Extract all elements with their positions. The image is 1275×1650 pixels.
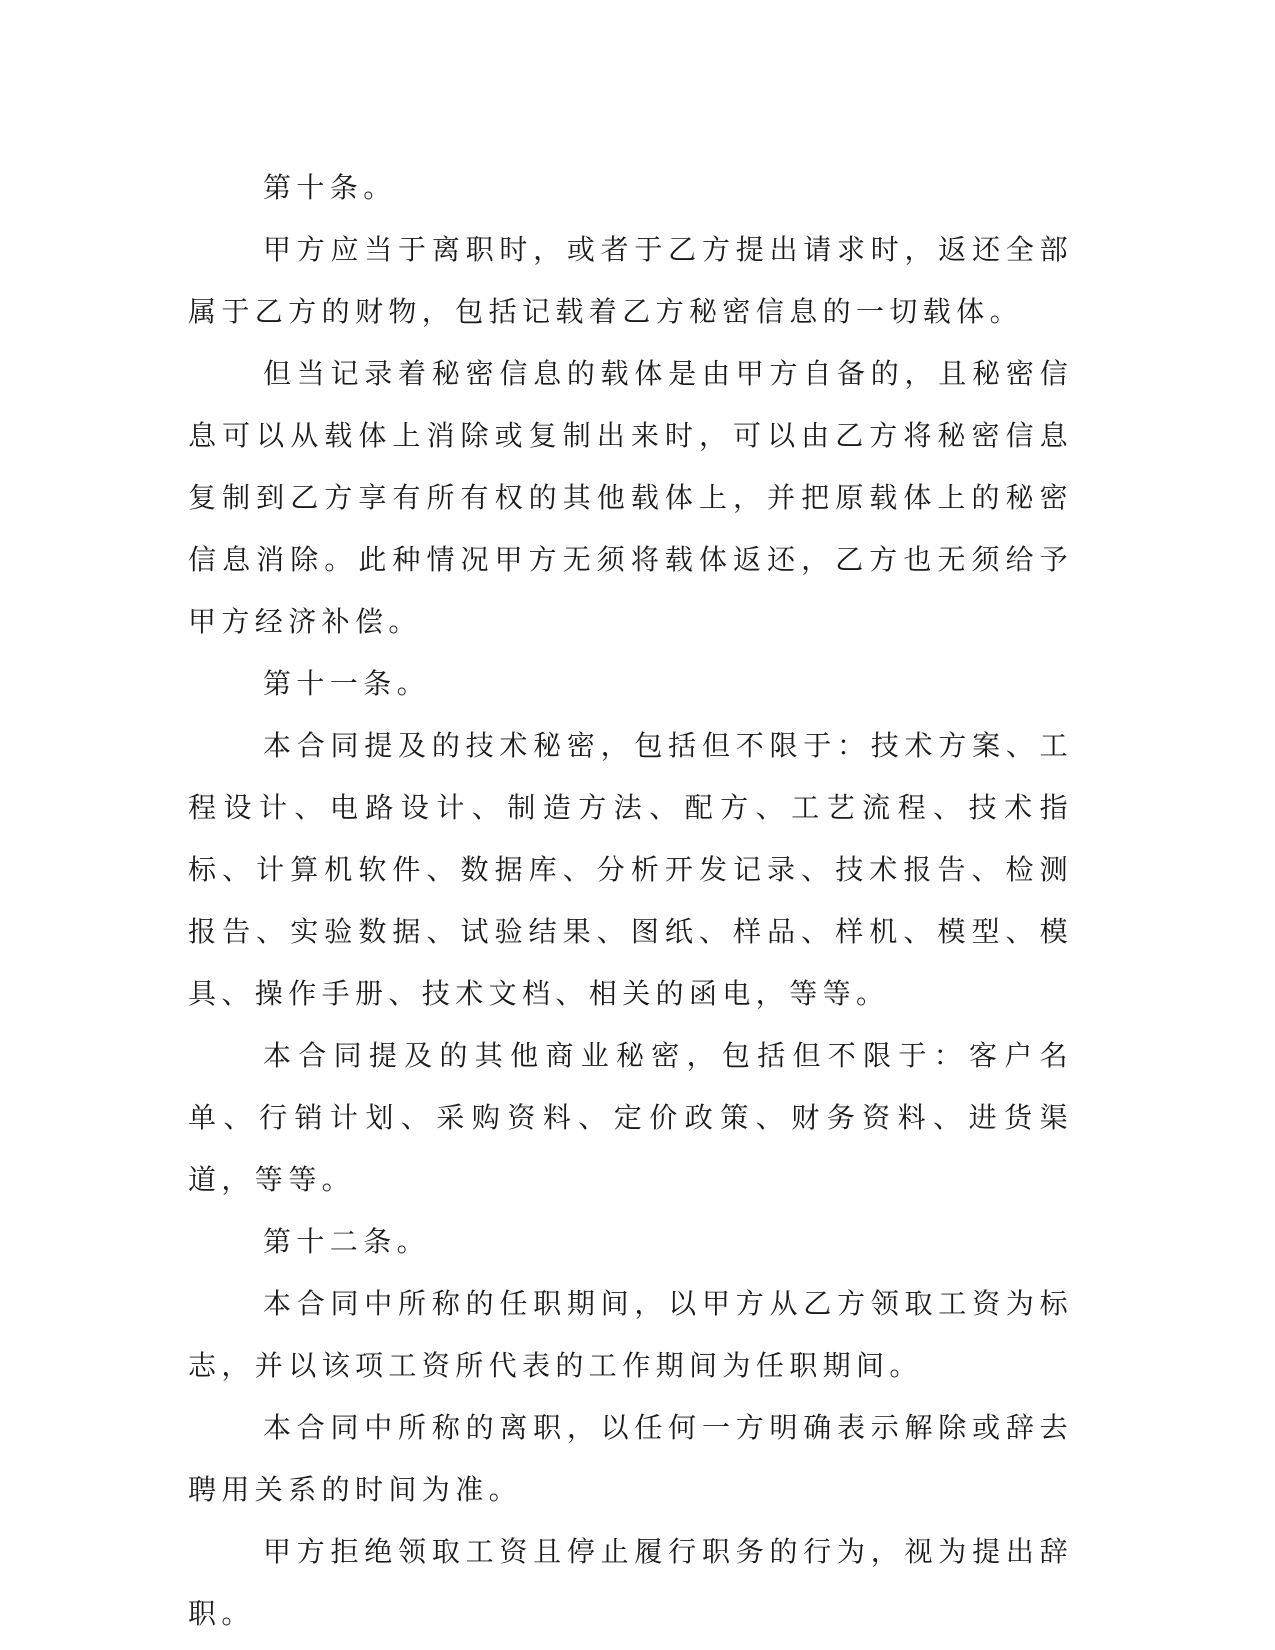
article-12-paragraph-2: 本合同中所称的离职，以任何一方明确表示解除或辞去聘用关系的时间为准。: [188, 1411, 1073, 1506]
article-11-paragraph-1: 本合同提及的技术秘密，包括但不限于：技术方案、工程设计、电路设计、制造方法、配方、工艺流程、技术指标、计算机软件、数据库、分析开发记录、技术报告、检测报告、实验数据、试验结果、图纸、样品、样机、模型、模具、操作手册、技术文档、相关的函电，等等。: [188, 729, 1073, 1010]
article-11-paragraph-2: 本合同提及的其他商业秘密，包括但不限于：客户名单、行销计划、采购资料、定价政策、财务资料、进货渠道，等等。: [188, 1039, 1073, 1196]
article-10-heading: 第十条。: [263, 171, 397, 204]
article-10-paragraph-2: 但当记录着秘密信息的载体是由甲方自备的，且秘密信息可以从载体上消除或复制出来时，可以由乙方将秘密信息复制到乙方享有所有权的其他载体上，并把原载体上的秘密信息消除。此种情况甲方无须将载体返还，乙方也无须给予甲方经济补偿。: [188, 357, 1073, 638]
article-12-paragraph-1: 本合同中所称的任职期间，以甲方从乙方领取工资为标志，并以该项工资所代表的工作期间为任职期间。: [188, 1287, 1073, 1382]
article-12-paragraph-3: 甲方拒绝领取工资且停止履行职务的行为，视为提出辞职。: [188, 1535, 1073, 1630]
document-body: [188, 157, 1073, 1645]
article-11-heading: 第十一条。: [263, 667, 431, 700]
article-12-heading: 第十二条。: [263, 1225, 431, 1258]
article-10-paragraph-1: 甲方应当于离职时，或者于乙方提出请求时，返还全部属于乙方的财物，包括记载着乙方秘密信息的一切载体。: [188, 233, 1073, 328]
